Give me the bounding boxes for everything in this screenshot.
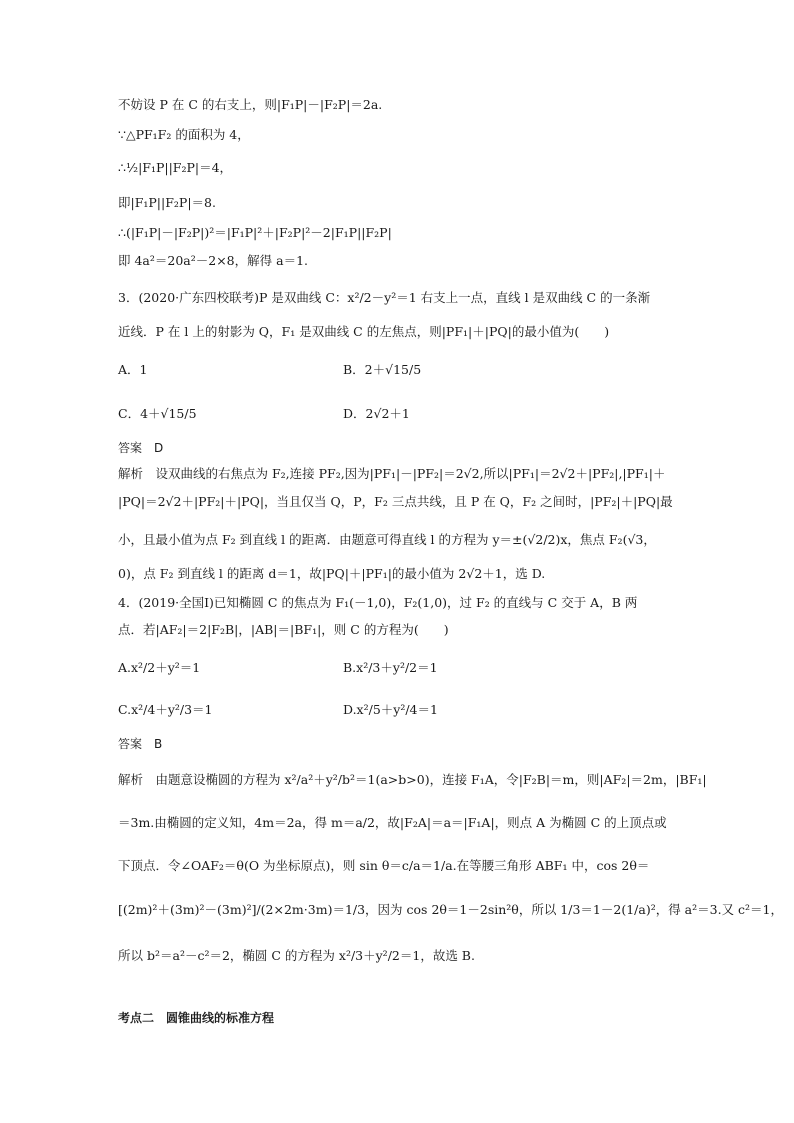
q3-solution-line: 解析 设双曲线的右焦点为 F₂,连接 PF₂,因为|PF₁|－|PF₂|＝2√2,所以|PF₁|＝2√2＋|PF₂|,|PF₁|＋ [118, 466, 666, 481]
text-line: ∵△PF₁F₂ 的面积为 4， [118, 127, 250, 142]
q3-solution-line: |PQ|＝2√2＋|PF₂|＋|PQ|，当且仅当 Q，P，F₂ 三点共线，且 P 在 Q，F₂ 之间时，|PF₂|＋|PQ|最 [118, 494, 673, 509]
question-4-stem: 4．(2019·全国Ⅰ)已知椭圆 C 的焦点为 F₁(－1,0)，F₂(1,0)，过 F₂ 的直线与 C 交于 A，B 两 [118, 595, 638, 610]
q4-option-d: D.x²/5＋y²/4＝1 [343, 702, 438, 717]
question-3-stem: 近线．P 在 l 上的射影为 Q，F₁ 是双曲线 C 的左焦点，则|PF₁|＋|PQ|的最小值为( ) [118, 324, 610, 339]
text-line: 即 4a²＝20a²－2×8，解得 a＝1. [118, 253, 308, 268]
q3-option-a: A．1 [118, 362, 148, 377]
q3-option-c: C．4＋√15/5 [118, 406, 197, 421]
q3-solution-line: 小，且最小值为点 F₂ 到直线 l 的距离．由题意可得直线 l 的方程为 y＝±(√2/2)x，焦点 F₂(√3， [118, 532, 656, 547]
q4-option-b: B.x²/3＋y²/2＝1 [343, 660, 438, 675]
q4-solution-line: [(2m)²＋(3m)²－(3m)²]/(2×2m·3m)＝1/3，因为 cos 2θ＝1－2sin²θ，所以 1/3＝1－2(1/a)²，得 a²＝3.又 c²＝1， [118, 902, 784, 917]
text-line: ∴(|F₁P|－|F₂P|)²＝|F₁P|²＋|F₂P|²－2|F₁P||F₂P| [118, 225, 392, 240]
text-line: ∴½|F₁P||F₂P|＝4， [118, 160, 233, 175]
q4-solution-line: 所以 b²＝a²－c²＝2，椭圆 C 的方程为 x²/3＋y²/2＝1，故选 B. [118, 948, 475, 963]
q3-answer: 答案 D [118, 441, 164, 455]
q4-solution-line: ＝3m.由椭圆的定义知，4m＝2a，得 m＝a/2，故|F₂A|＝a＝|F₁A|，则点 A 为椭圆 C 的上顶点或 [118, 815, 667, 830]
section-heading: 考点二 圆锥曲线的标准方程 [118, 1011, 275, 1025]
q4-option-a: A.x²/2＋y²＝1 [118, 660, 201, 675]
q4-solution-line: 下顶点．令∠OAF₂＝θ(O 为坐标原点)，则 sin θ＝c/a＝1/a.在等腰三角形 ABF₁ 中，cos 2θ＝ [118, 858, 650, 873]
text-line: 即|F₁P||F₂P|＝8. [118, 195, 216, 210]
q4-solution-line: 解析 由题意设椭圆的方程为 x²/a²＋y²/b²＝1(a>b>0)，连接 F₁A，令|F₂B|＝m，则|AF₂|＝2m，|BF₁| [118, 772, 707, 787]
q3-solution-line: 0)，点 F₂ 到直线 l 的距离 d＝1，故|PQ|＋|PF₁|的最小值为 2√2＋1，选 D. [118, 566, 546, 581]
text-line: 不妨设 P 在 C 的右支上，则|F₁P|－|F₂P|＝2a. [118, 97, 383, 112]
question-3-stem: 3．(2020·广东四校联考)P 是双曲线 C：x²/2－y²＝1 右支上一点，直线 l 是双曲线 C 的一条渐 [118, 290, 651, 305]
q3-option-b: B．2＋√15/5 [343, 362, 422, 377]
q4-option-c: C.x²/4＋y²/3＝1 [118, 702, 213, 717]
q4-answer: 答案 B [118, 737, 163, 751]
question-4-stem: 点．若|AF₂|＝2|F₂B|，|AB|＝|BF₁|，则 C 的方程为( ) [118, 622, 449, 637]
q3-option-d: D．2√2＋1 [343, 406, 410, 421]
